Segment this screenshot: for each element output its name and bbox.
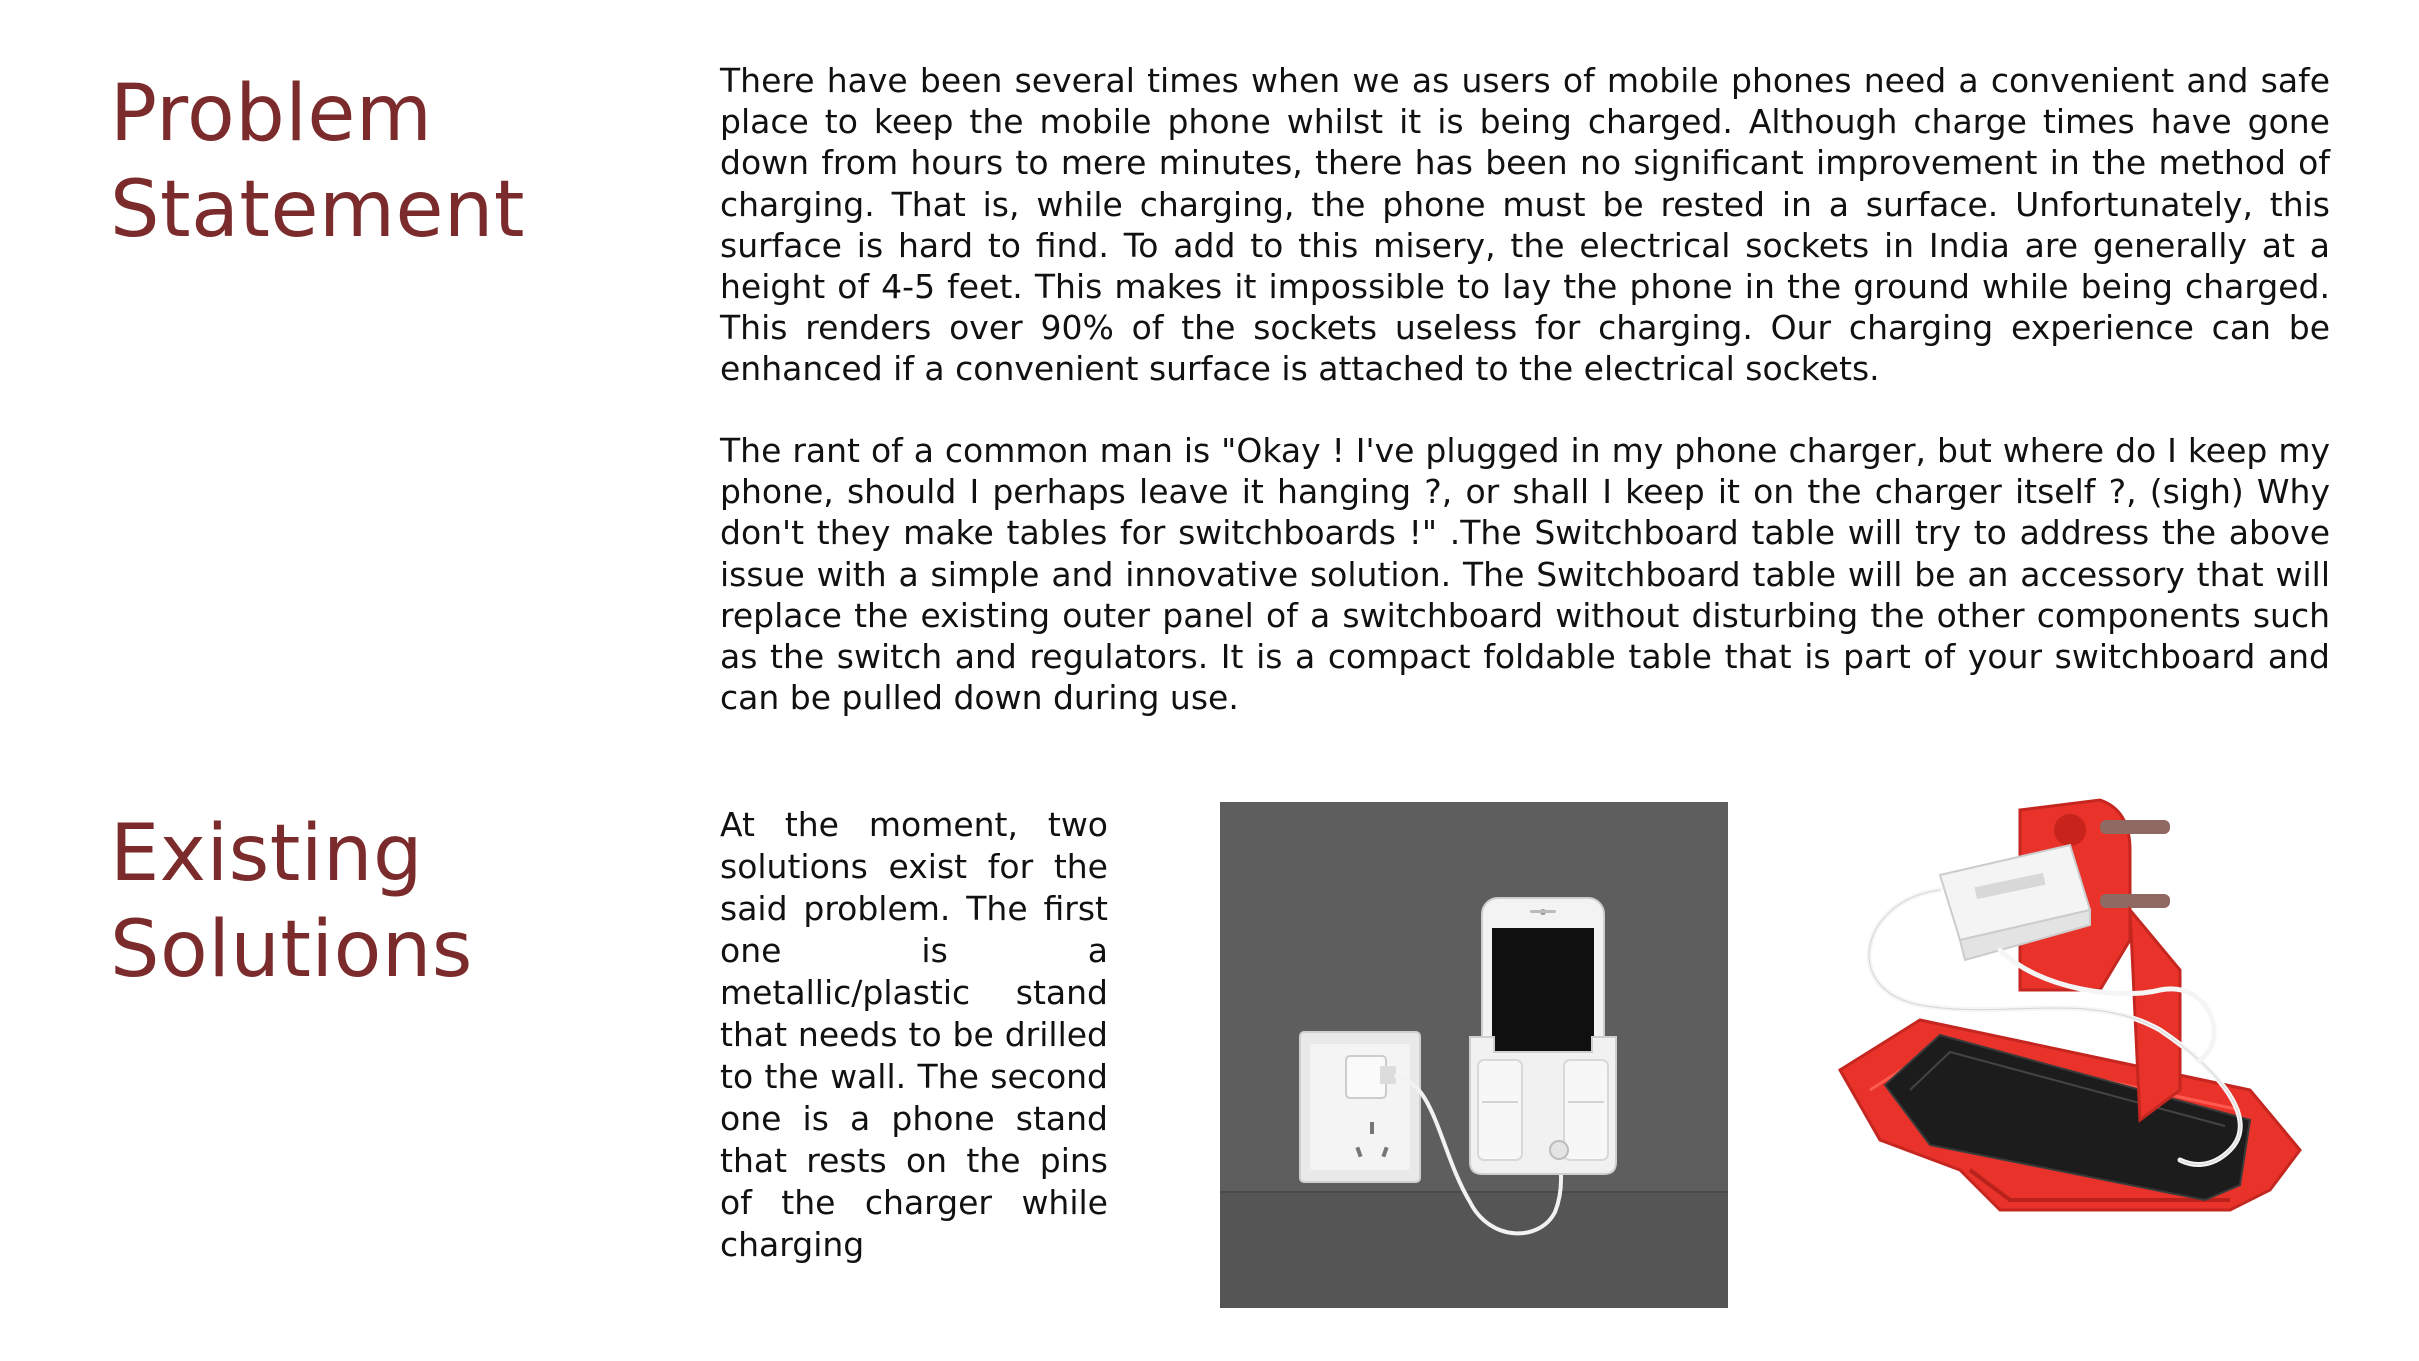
problem-heading-line2: Statement (110, 165, 525, 255)
phone-holder (1470, 1037, 1616, 1174)
problem-paragraph-1: There have been several times when we as users of mobile phones need a convenient and safe place to keep the mobile phone whilst it is being charged. Although charge times have gone down from hours to mere minutes, there has been no significant improvement in the method of charging. That is, while charging, the phone must be rested in a surface. Unfortunately, this surface is hard to find. To add to this misery, the electrical sockets in India are generally at a height of 4-5 feet. This makes it impossible to lay the phone in the ground while being charged. This renders over 90% of the sockets useless for charging. Our charging experience can be enhanced if a convenient surface is attached to the electrical sockets. (720, 61, 2330, 389)
existing-solutions-heading (110, 806, 473, 998)
problem-statement-heading (110, 66, 525, 258)
charger-pin-phone-stand-image (1800, 790, 2360, 1250)
problem-paragraph-2: The rant of a common man is "Okay ! I've plugged in my phone charger, but where do I keep my phone, should I perhaps leave it hanging ?, or shall I keep it on the charger itself ?, (sigh) Why don't they make tables for switchboards !" .The Switchboard table will try to address the above issue with a simple and innovative solution. The Switchboard table will be an accessory that will replace the existing outer panel of a switchboard without disturbing the other components such as the switch and regulators. It is a compact foldable table that is part of your switchboard and can be pulled down during use. (720, 431, 2330, 718)
wall-mounted-phone-stand-image (1220, 802, 1728, 1308)
existing-heading-line2: Solutions (110, 905, 473, 995)
problem-heading-line1: Problem (110, 69, 433, 159)
existing-heading-line1: Existing (110, 809, 423, 899)
existing-solutions-paragraph: At the moment, two solutions exist for the said problem. The first one is a metallic/plastic stand that needs to be drilled to the wall. The second one is a phone stand that rests on the pins of the charger while charging (720, 805, 1108, 1264)
wall-socket (1300, 1032, 1420, 1182)
